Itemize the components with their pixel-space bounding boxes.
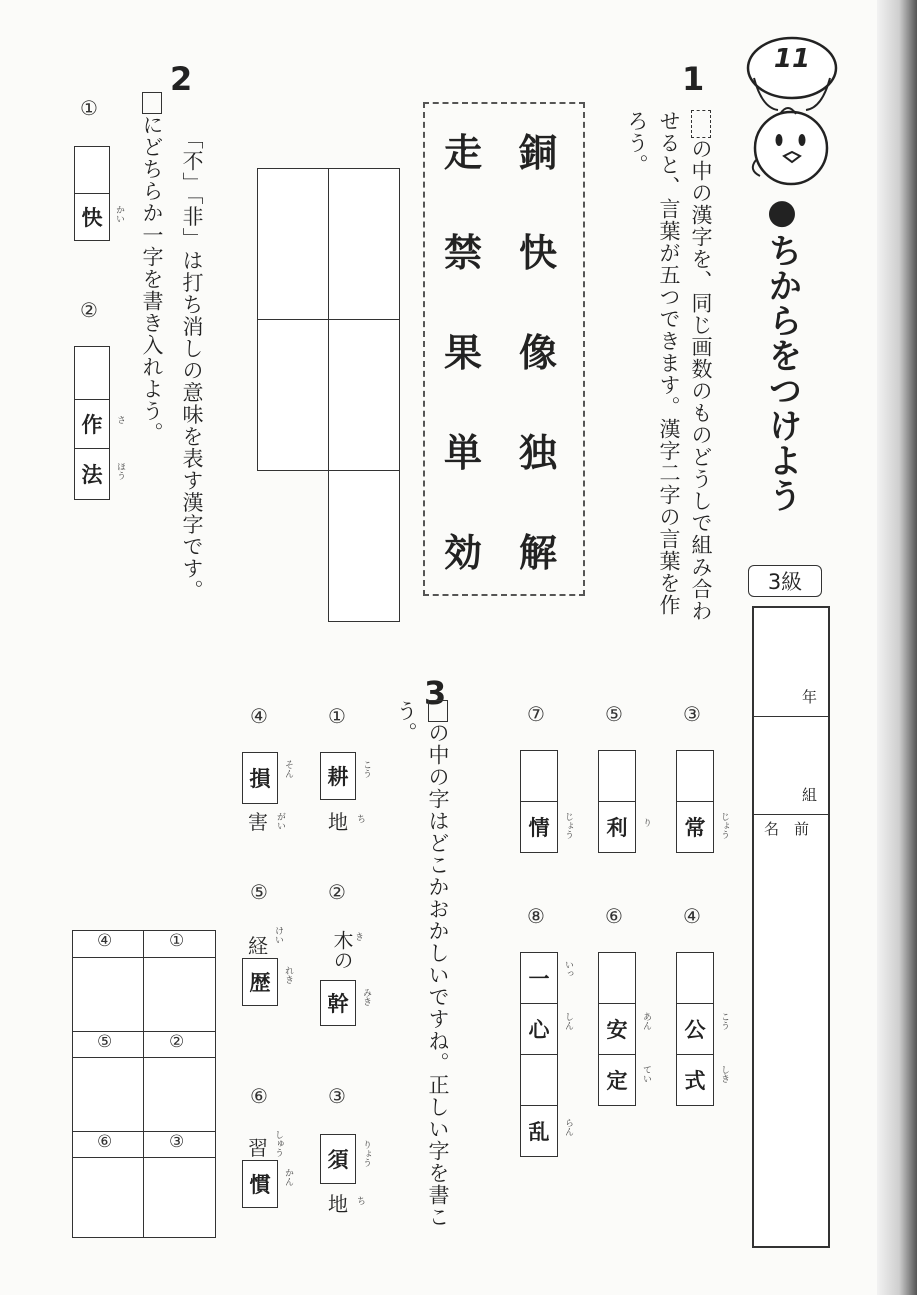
- q3-wrong-kanji: 須: [320, 1134, 356, 1184]
- item-kanji: 公: [676, 1003, 714, 1055]
- q3-wrong-kanji: 歴: [242, 958, 278, 1006]
- answer-cell[interactable]: [328, 168, 400, 320]
- furigana: り: [641, 818, 651, 827]
- q3-plain-kanji: 木の: [330, 930, 354, 970]
- grid-label: ⑥: [97, 1132, 113, 1152]
- furigana: いっ: [563, 960, 573, 978]
- q3-number: 3: [424, 674, 447, 712]
- kanji-choice: 像: [519, 331, 558, 375]
- name-label: 名 前: [764, 820, 810, 838]
- answer-box[interactable]: [520, 750, 558, 802]
- grid-label: ③: [169, 1132, 185, 1152]
- q1-dashed-box-icon: [691, 110, 711, 138]
- answer-cell[interactable]: [328, 319, 400, 471]
- q1-number: 1: [682, 60, 705, 98]
- kanji-choice: 禁: [444, 231, 483, 275]
- name-box: [752, 606, 830, 1248]
- answer-box[interactable]: [598, 952, 636, 1004]
- furigana: みき: [361, 988, 371, 1006]
- kanji-choice: 効: [444, 531, 483, 575]
- q3-plain-kanji: 害: [248, 810, 268, 834]
- q3-wrong-kanji: 損: [242, 752, 278, 804]
- item-label: ④: [683, 904, 701, 928]
- kanji-choice: 快: [519, 231, 558, 275]
- furigana: あん: [641, 1012, 651, 1030]
- q2-answer-box[interactable]: [74, 146, 110, 194]
- furigana: こう: [719, 1012, 729, 1030]
- furigana: こう: [361, 760, 371, 778]
- q2-box-icon: [142, 92, 162, 114]
- grid-answer-cell[interactable]: [75, 1059, 141, 1129]
- q2-kanji: 法: [74, 448, 110, 500]
- grid-answer-cell[interactable]: [75, 1159, 141, 1235]
- furigana: らん: [563, 1118, 573, 1136]
- furigana: しゅう: [273, 1130, 283, 1157]
- q2-kanji: 作: [74, 399, 110, 449]
- q3-item-label: ⑥: [250, 1084, 268, 1108]
- answer-box[interactable]: [676, 750, 714, 802]
- answer-box[interactable]: [598, 750, 636, 802]
- kanji-choice: 果: [444, 331, 483, 375]
- q3-wrong-kanji: 慣: [242, 1160, 278, 1208]
- q3-plain-kanji: 習: [248, 1136, 268, 1160]
- q3-item-label: ②: [328, 880, 346, 904]
- q3-box-icon: [428, 700, 448, 722]
- furigana: ち: [355, 1196, 365, 1205]
- q2-number: 2: [170, 60, 193, 98]
- kanji-choice: 独: [519, 431, 558, 475]
- lesson-number: 11: [773, 44, 811, 74]
- class-label: 組: [802, 786, 818, 804]
- q3-plain-kanji: 地: [328, 1192, 348, 1216]
- item-kanji: 安: [598, 1003, 636, 1055]
- q3-plain-kanji: 地: [328, 810, 348, 834]
- q2-answer-box[interactable]: [74, 346, 110, 400]
- item-label: ③: [683, 702, 701, 726]
- furigana: かい: [114, 205, 124, 223]
- furigana: き: [353, 932, 363, 941]
- answer-cell[interactable]: [257, 319, 329, 471]
- furigana: ほう: [115, 462, 125, 480]
- item-label: ⑦: [527, 702, 545, 726]
- furigana: じょう: [563, 812, 573, 839]
- item-kanji: 乱: [520, 1105, 558, 1157]
- item-kanji: 式: [676, 1054, 714, 1106]
- q2-instruction: 「不」「非」は打ち消しの意味を表す漢字です。: [180, 128, 204, 602]
- grid-answer-cell[interactable]: [75, 959, 141, 1029]
- item-kanji: 常: [676, 801, 714, 853]
- furigana: さ: [115, 415, 125, 424]
- page-title: ●ちからをつけよう: [762, 192, 802, 513]
- q3-wrong-kanji: 幹: [320, 980, 356, 1026]
- furigana: れき: [283, 966, 293, 984]
- q3-wrong-kanji: 耕: [320, 752, 356, 800]
- kanji-choice: 走: [444, 131, 483, 175]
- q3-item-label: ⑤: [250, 880, 268, 904]
- furigana: しん: [563, 1012, 573, 1030]
- year-label: 年: [802, 688, 818, 706]
- furigana: けい: [273, 926, 283, 944]
- q1-instruction: の中の漢字を、同じ画数のものどうしで組み合わせると、言葉が五つできます。漢字二字の言葉を作ろう。: [625, 110, 713, 622]
- q3-answer-grid: [72, 930, 216, 1238]
- q2-kanji: 快: [74, 193, 110, 241]
- q3-item-label: ④: [250, 704, 268, 728]
- furigana: ち: [355, 814, 365, 823]
- item-label: ⑧: [527, 904, 545, 928]
- q3-plain-kanji: 経: [248, 934, 268, 958]
- kanji-choice: 単: [444, 431, 483, 475]
- item-kanji: 利: [598, 801, 636, 853]
- answer-cell[interactable]: [257, 168, 329, 320]
- item-label: ⑤: [605, 702, 623, 726]
- item-kanji: 定: [598, 1054, 636, 1106]
- item-label: ⑥: [605, 904, 623, 928]
- furigana: りょう: [361, 1140, 371, 1167]
- book-spine: [877, 0, 917, 1295]
- furigana: かん: [283, 1168, 293, 1186]
- grid-answer-cell[interactable]: [145, 959, 213, 1029]
- furigana: じょう: [719, 812, 729, 839]
- item-kanji: 情: [520, 801, 558, 853]
- furigana: そん: [283, 760, 293, 778]
- answer-box[interactable]: [520, 1054, 558, 1106]
- q3-instruction: の中の字はどこかおかしいですね。正しい字を書こう。: [394, 700, 450, 1228]
- furigana: しき: [719, 1065, 729, 1083]
- grid-label: ②: [169, 1032, 185, 1052]
- kanji-choice: 解: [519, 531, 558, 575]
- grade-badge: 3級: [748, 565, 822, 597]
- answer-cell[interactable]: [328, 470, 400, 622]
- grid-answer-cell[interactable]: [145, 1059, 213, 1129]
- kanji-choice: 銅: [519, 131, 558, 175]
- furigana: がい: [275, 812, 285, 830]
- q3-item-label: ③: [328, 1084, 346, 1108]
- item-kanji: 心: [520, 1003, 558, 1055]
- grid-label: ⑤: [97, 1032, 113, 1052]
- q2-item-label: ①: [80, 96, 98, 120]
- answer-box[interactable]: [676, 952, 714, 1004]
- grid-label: ①: [169, 931, 185, 951]
- q3-item-label: ①: [328, 704, 346, 728]
- q2-instruction-2: にどちらか一字を書き入れよう。: [136, 92, 168, 492]
- item-kanji: 一: [520, 952, 558, 1004]
- furigana: てい: [641, 1065, 651, 1083]
- grid-answer-cell[interactable]: [145, 1159, 213, 1235]
- q2-item-label: ②: [80, 298, 98, 322]
- grid-label: ④: [97, 931, 113, 951]
